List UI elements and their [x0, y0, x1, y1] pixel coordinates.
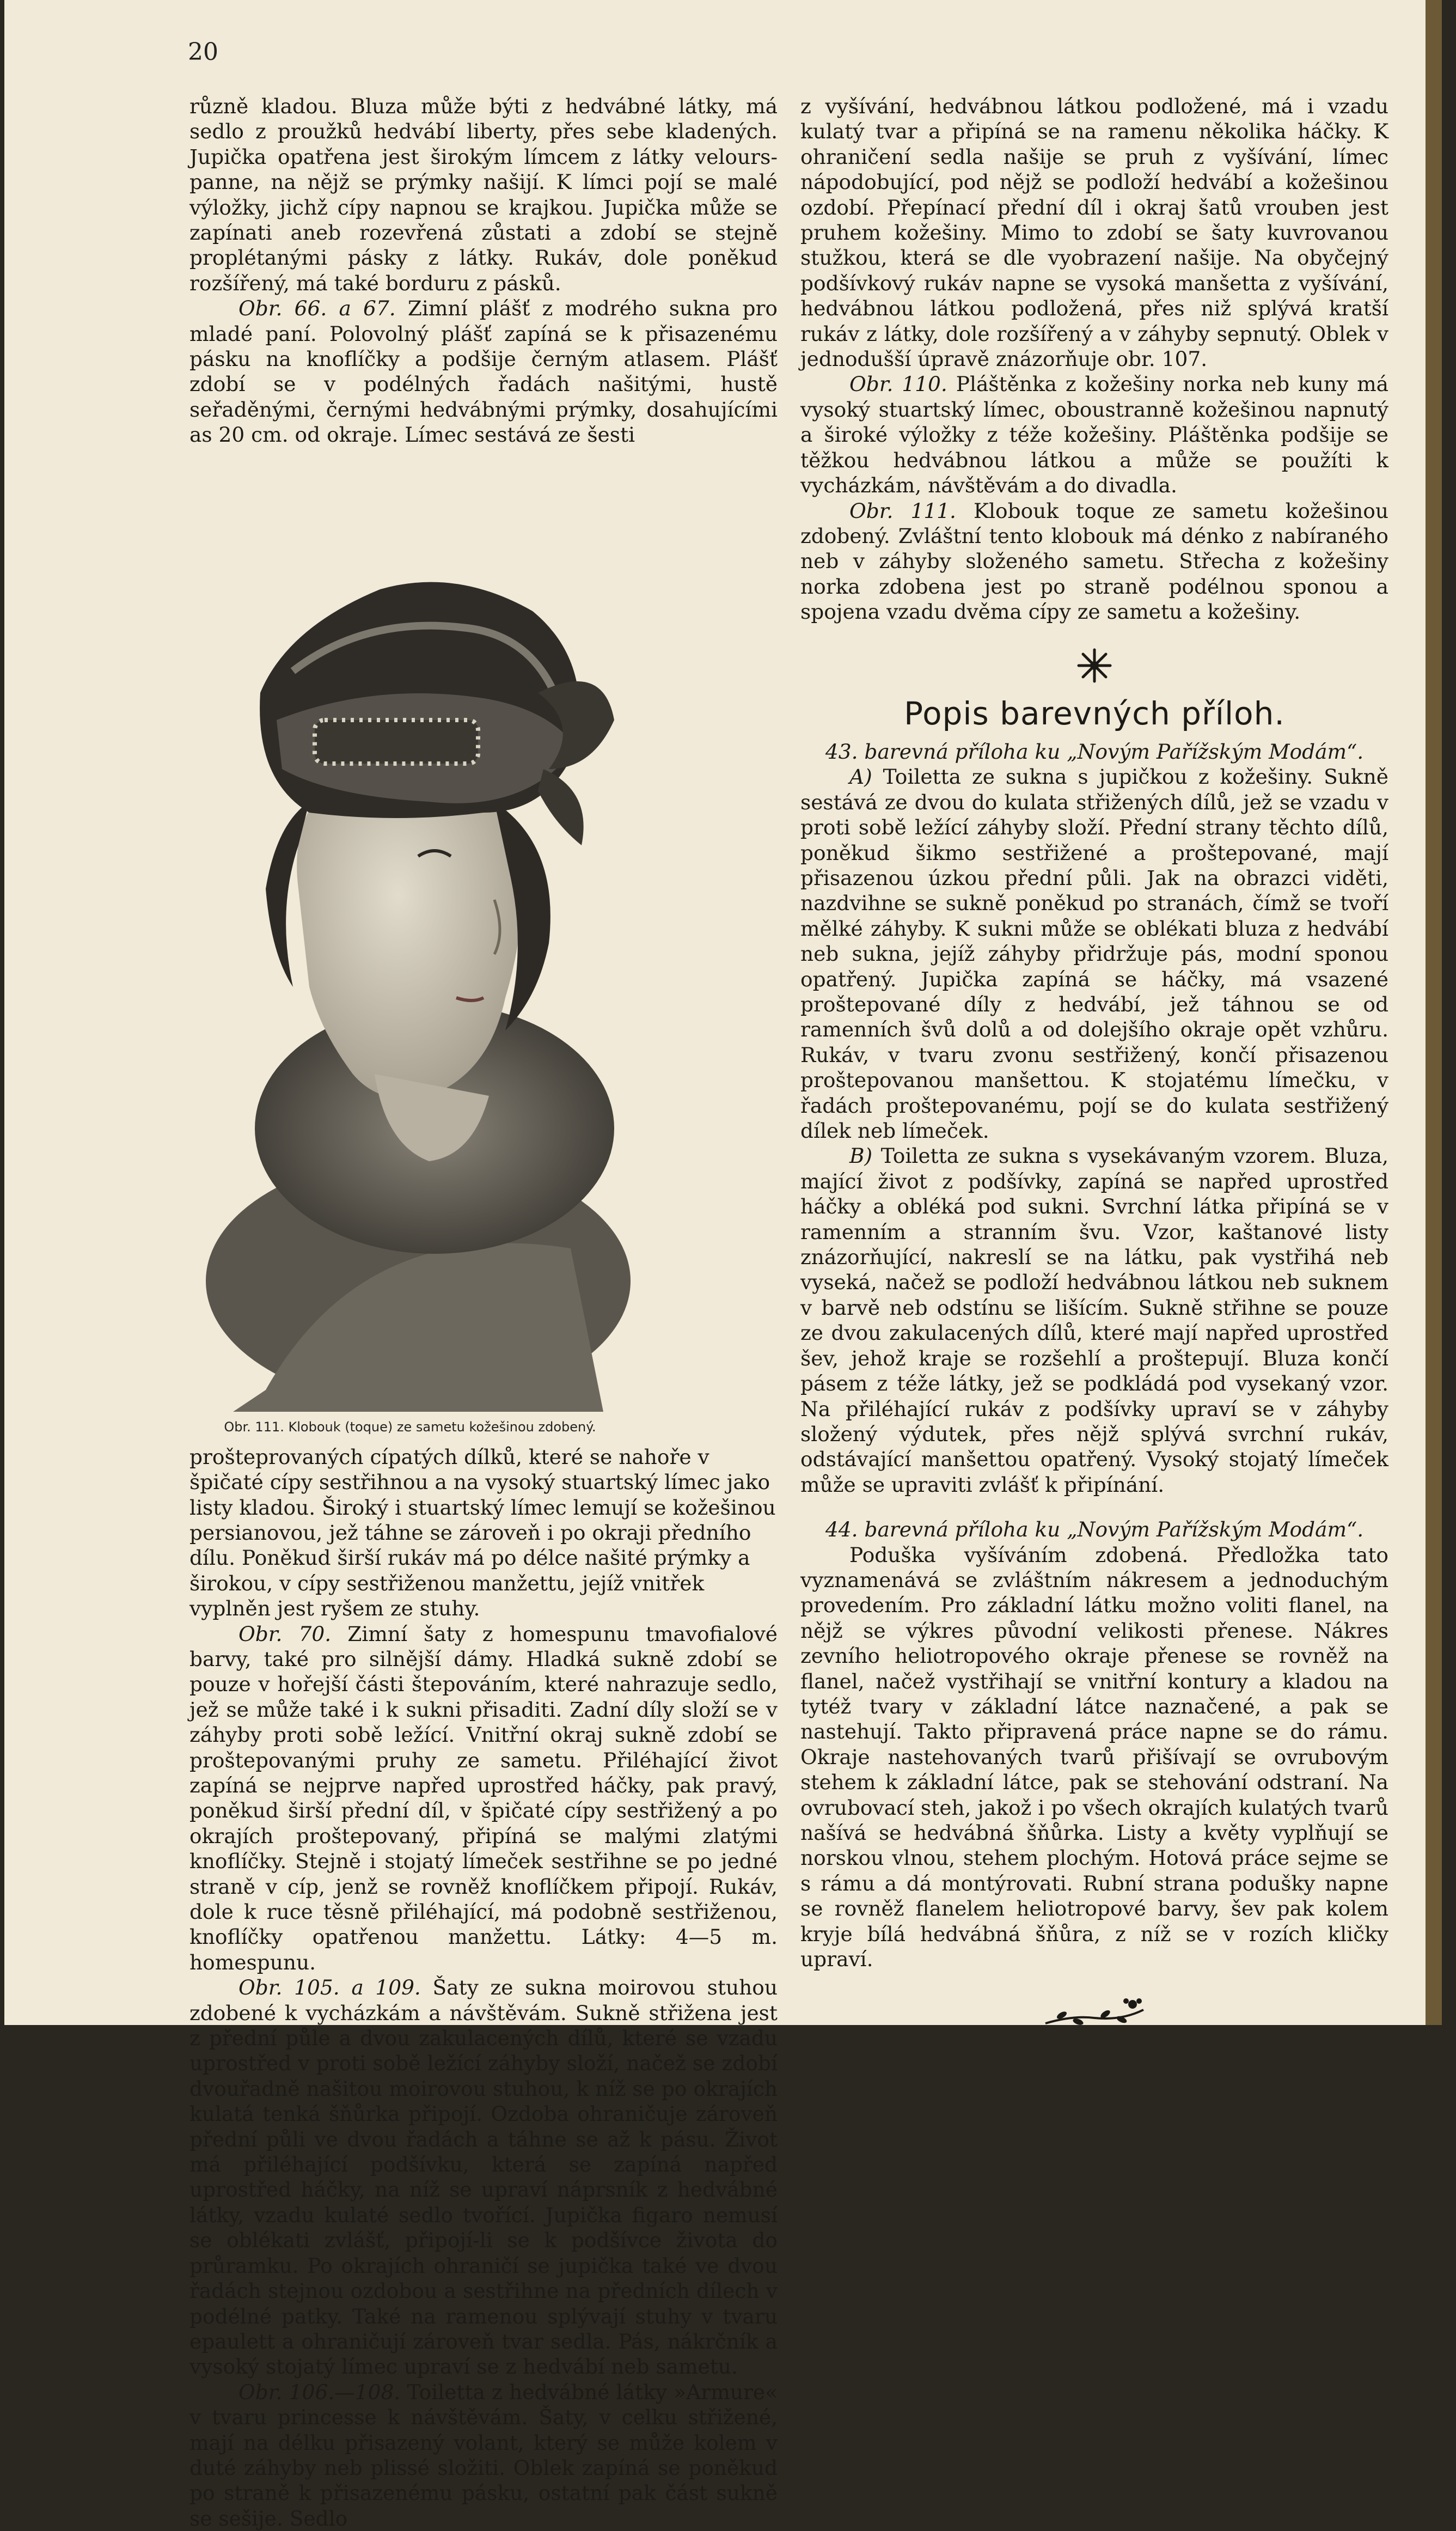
star-ornament-icon — [800, 647, 1388, 685]
paragraph — [800, 498, 1388, 625]
paragraph — [800, 1143, 1388, 1497]
paragraph-text: Šaty ze sukna moirovou stuhou zdobené k vycházkám a návštěvám. Sukně střižena jest z přední půle a dvou zakulacených dílů, které se vzadu uprostřed v proti sobě ležící záhyby složí, načež se zdobí dvouřadně našitou moirovou stuhou, k níž se po okrajích kulatá tenká šňůrka připojí. Ozdoba ohraničuje zároveň přední půli ve dvou řadách a táhne se až k pásu. Život má přiléhající podšívku, která se zapíná napřed uprostřed háčky, na níž se upraví náprsník z hedvábné látky, vzadu kulaté sedlo tvořící. Jupička figaro nemusí se oblékati zvlášť, připojí-li se k podšívce života do průramku. Po okrajích ohraničí se jupička také ve dvou řadách stejnou ozdobou a sestřihne na předních dílech v podélné patky. Také na ramenou splývají stuhy v tvaru epaulett a ohraničují zároveň tvar sedla. Pás, nákrčník a vysoký stojatý límec upraví se z hedvábí neb sametu. — [189, 1975, 778, 2379]
page-edge — [1426, 0, 1442, 2025]
figure-reference: Obr. 70. — [238, 1621, 332, 1646]
paragraph: Poduška vyšíváním zdobená. Předložka tato vyznamenává se zvláštním nákresem a jednoduchým provedením. Pro základní látku možno voliti flanel, na nějž se výkres původní velikosti přenese. Nákres zevního heliotropového okraje přenese se rovněž na flanel, načež vystřihají se vnitřní kontury a kladou na tytéž tvary v základní látce naznačené, a pak se nastehují. Takto připravená práce napne se do rámu. Okraje nastehovaných tvarů přišívají se ovrubovým stehem k základní látce, pak se stehování odstraní. Na ovrubovací steh, jakož i po všech okrajích kulatých tvarů našívá se hedvábná šňůrka. Listy a květy vyplňují se norskou vlnou, stehem plochým. Hotová práce sejme se s rámu a dá montýrovati. Rubní strana podušky napne se rovněž flanelem heliotropové barvy, šev pak kolem kryje bílá hedvábná šňůra, z níž se v rozích kličky upraví. — [800, 1542, 1388, 1972]
paragraph-text: Klobouk toque ze sametu kožešinou zdobený. Zvláštní tento klobouk má dénko z nabíraného neb v záhyby složeného sametu. Střecha z kožešiny norka zdobena jest po straně podélnou sponou a spojena vzadu dvěma cípy ze sametu a kožešiny. — [800, 498, 1388, 624]
paragraph: z vyšívání, hedvábnou látkou podložené, má i vzadu kulatý tvar a připíná se na ramenu několika háčky. K ohraničení sedla našije se pruh z vyšívání, límec nápodobující, pod nějž se podloží hedvábí a kožešinou ozdobí. Přepínací přední díl i okraj šatů vrouben jest pruhem kožešiny. Mimo to zdobí se šaty kuvrovanou stužkou, která se dle vyobrazení našije. Na obyčejný podšívkový rukáv napne se vysoká manšetta z vyšívání, hedvábnou látkou podložená, přes niž splývá kratší rukáv z látky, dole rozšířený a v záhyby sepnutý. Oblek v jednodušší úpravě znázorňuje obr. 107. — [800, 94, 1388, 371]
hat-illustration-figure — [189, 448, 631, 1444]
supplement-subtitle: 43. barevná příloha ku „Novým Pařížským Modám“. — [825, 739, 1364, 764]
paragraph — [189, 1975, 778, 2380]
magazine-page — [4, 0, 1442, 2530]
paragraph-text: Zimní šaty z homespunu tmavofialové barvy, také pro silnější dámy. Hladká sukně zdobí se pouze v hořejší části štepováním, které nahrazuje sedlo, jež se může také i k sukni přisaditi. Zadní díly složí se v záhyby proti sobě ležící. Vnitřní okraj sukně zdobí se proštepovanými pruhy ze sametu. Přiléhající život zapíná se nejprve napřed uprostřed háčky, pak pravý, poněkud širší přední díl, v špičaté cípy sestřižený a po okrajích proštepovaný, připíná se malými zlatými knoflíčky. Stejně i stojatý límeček sestřihne se po jedné straně v cíp, jenž se rovněž knoflíčkem připojí. Rukáv, dole k ruce těsně přiléhající, má podobně sestřiženou, knoflíčky opatřenou manžettu. Látky: 4—5 m. homespunu. — [189, 1621, 778, 1974]
paragraph — [800, 764, 1388, 1143]
floral-vignette-icon — [800, 1993, 1388, 2037]
item-label: A) — [849, 765, 872, 789]
figure-reference: Obr. 66. a 67. — [238, 296, 396, 321]
right-column — [800, 94, 1388, 2038]
paragraph-text: Zimní plášť z modrého sukna pro mladé paní. Polovolný plášť zapíná se k přisazenému pásku na knoflíčky a podšije černým atlasem. Plášť zdobí se v podélných řadách našitými, hustě seřaděnými, černými hedvábnými prýmky, dosahujícími as 20 cm. od okraje. Límec sestává ze šesti — [189, 296, 778, 447]
paragraph-text: Toiletta ze sukna s jupičkou z kožešiny. Sukně sestává ze dvou do kulata střižených dílů, jež se vzadu v proti sobě ležící záhyby složí. Přední strany těchto dílů, poněkud šikmo sestřižené a proštepované, mají přisazenou úzkou přední půli. Jak na obrazci viděti, nazdvihne se sukně poněkud po stranách, čímž se tvoří mělké záhyby. K sukni může se oblékati bluza z hedvábí neb sukna, jejíž záhyby přidržuje pás, modní sponou opatřený. Jupička zapíná se háčky, má vsazené proštepované díly z hedvábí, jež táhnou se od ramenních švů dolů a od dolejšího okraje opět vzhůru. Rukáv, v tvaru zvonu sestřižený, končí přisazenou proštepovanou manšettou. K stojatému límečku, v řadách proštepovanému, pojí se do kulata sestřižený dílek neb límeček. — [800, 765, 1389, 1143]
star-ornament-icon — [1075, 647, 1114, 685]
paragraph — [189, 1621, 778, 1975]
page-number: 20 — [188, 38, 218, 66]
figure-reference: Obr. 110. — [849, 372, 947, 397]
figure-reference: Obr. 105. a 109. — [238, 1975, 421, 2000]
paragraph-text: Toiletta z hedvábné látky »Armure« v tvaru princesse k návštěvám. Šaty, v celku střižené, mají na délku přisazený volant, který se může kolem v duté záhyby neb plissé složiti. Oblek zapíná se poněkud po straně k přisazenému pásku, ostatní pak část sukně se sešije. Sedlo — [189, 2380, 778, 2530]
woman-in-toque-illustration — [200, 464, 625, 1412]
paragraph — [189, 2380, 778, 2531]
figure-caption: Obr. 111. Klobouk (toque) ze sametu kožešinou zdobený. — [224, 1419, 596, 1435]
paragraph — [189, 296, 778, 447]
figure-reference: Obr. 106.—108. — [238, 2380, 401, 2404]
floral-vignette-icon — [1040, 1993, 1149, 2032]
paragraph-text: Pláštěnka z kožešiny norka neb kuny má vysoký stuartský límec, oboustranně kožešinou napnutý a široké výložky z téže kožešiny. Pláštěnka podšije se těžkou hedvábnou látkou a může se použíti k vycházkám, návštěvám a do divadla. — [800, 372, 1389, 498]
item-label: B) — [849, 1144, 873, 1168]
paragraph: různě kladou. Bluza může býti z hedvábné látky, má sedlo z proužků hedvábí liberty, přes sebe kladených. Jupička opatřena jest širokým límcem z látky velours-panne, na nějž se prýmky našijí. K límci pojí se malé výložky, jichž cípy napnou se krajkou. Jupička může se zapínati aneb rozevřená zůstati a zdobí se stejně proplétanými pásky z látky. Rukáv, dole poněkud rozšířený, má také borduru z pásků. — [189, 94, 778, 295]
section-heading: Popis barevných příloh. — [904, 694, 1285, 732]
left-column — [189, 94, 778, 2531]
figure-reference: Obr. 111. — [849, 498, 956, 523]
paragraph-text: Toiletta ze sukna s vysekávaným vzorem. Bluza, mající život z podšívky, zapíná se napřed uprostřed háčky a obléká pod sukni. Svrchní látka připíná se v ramenním a stranním švu. Vzor, kaštanové listy znázorňující, nakreslí se na látku, pak vystřihá neb vyseká, načež se podloží hedvábnou látkou neb suknem v barvě neb odstínu se lišícím. Sukně střihne se pouze ze dvou zakulacených dílů, které mají napřed uprostřed šev, jehož kraje se rozšehlí a proštepují. Bluza končí pásem z téže látky, jež se podkládá pod vysekaný vzor. Na přiléhající rukáv z podšívky upraví se v záhyby složený výdutek, přes nějž splývá svrchní rukáv, odstávající manšettou opatřený. Vysoký stojatý límeček může se upraviti zvlášť k připínání. — [800, 1144, 1388, 1497]
wrapped-paragraph: prošteprovaných cípatých dílků, které se nahoře v špičaté cípy sestřihnou a na vysoký stuartský límec jako listy kladou. Široký i stuartský límec lemují se kožešinou persianovou, jež táhne se zároveň i po okraji předního dílu. Poněkud širší rukáv má po délce našité prýmky a širokou, v cípy sestřiženou manžettu, jejíž vnitřek vyplněn jest ryšem ze stuhy. — [189, 1444, 776, 1621]
paragraph — [800, 371, 1388, 498]
supplement-subtitle: 44. barevná příloha ku „Novým Pařížským Modám“. — [825, 1517, 1364, 1542]
